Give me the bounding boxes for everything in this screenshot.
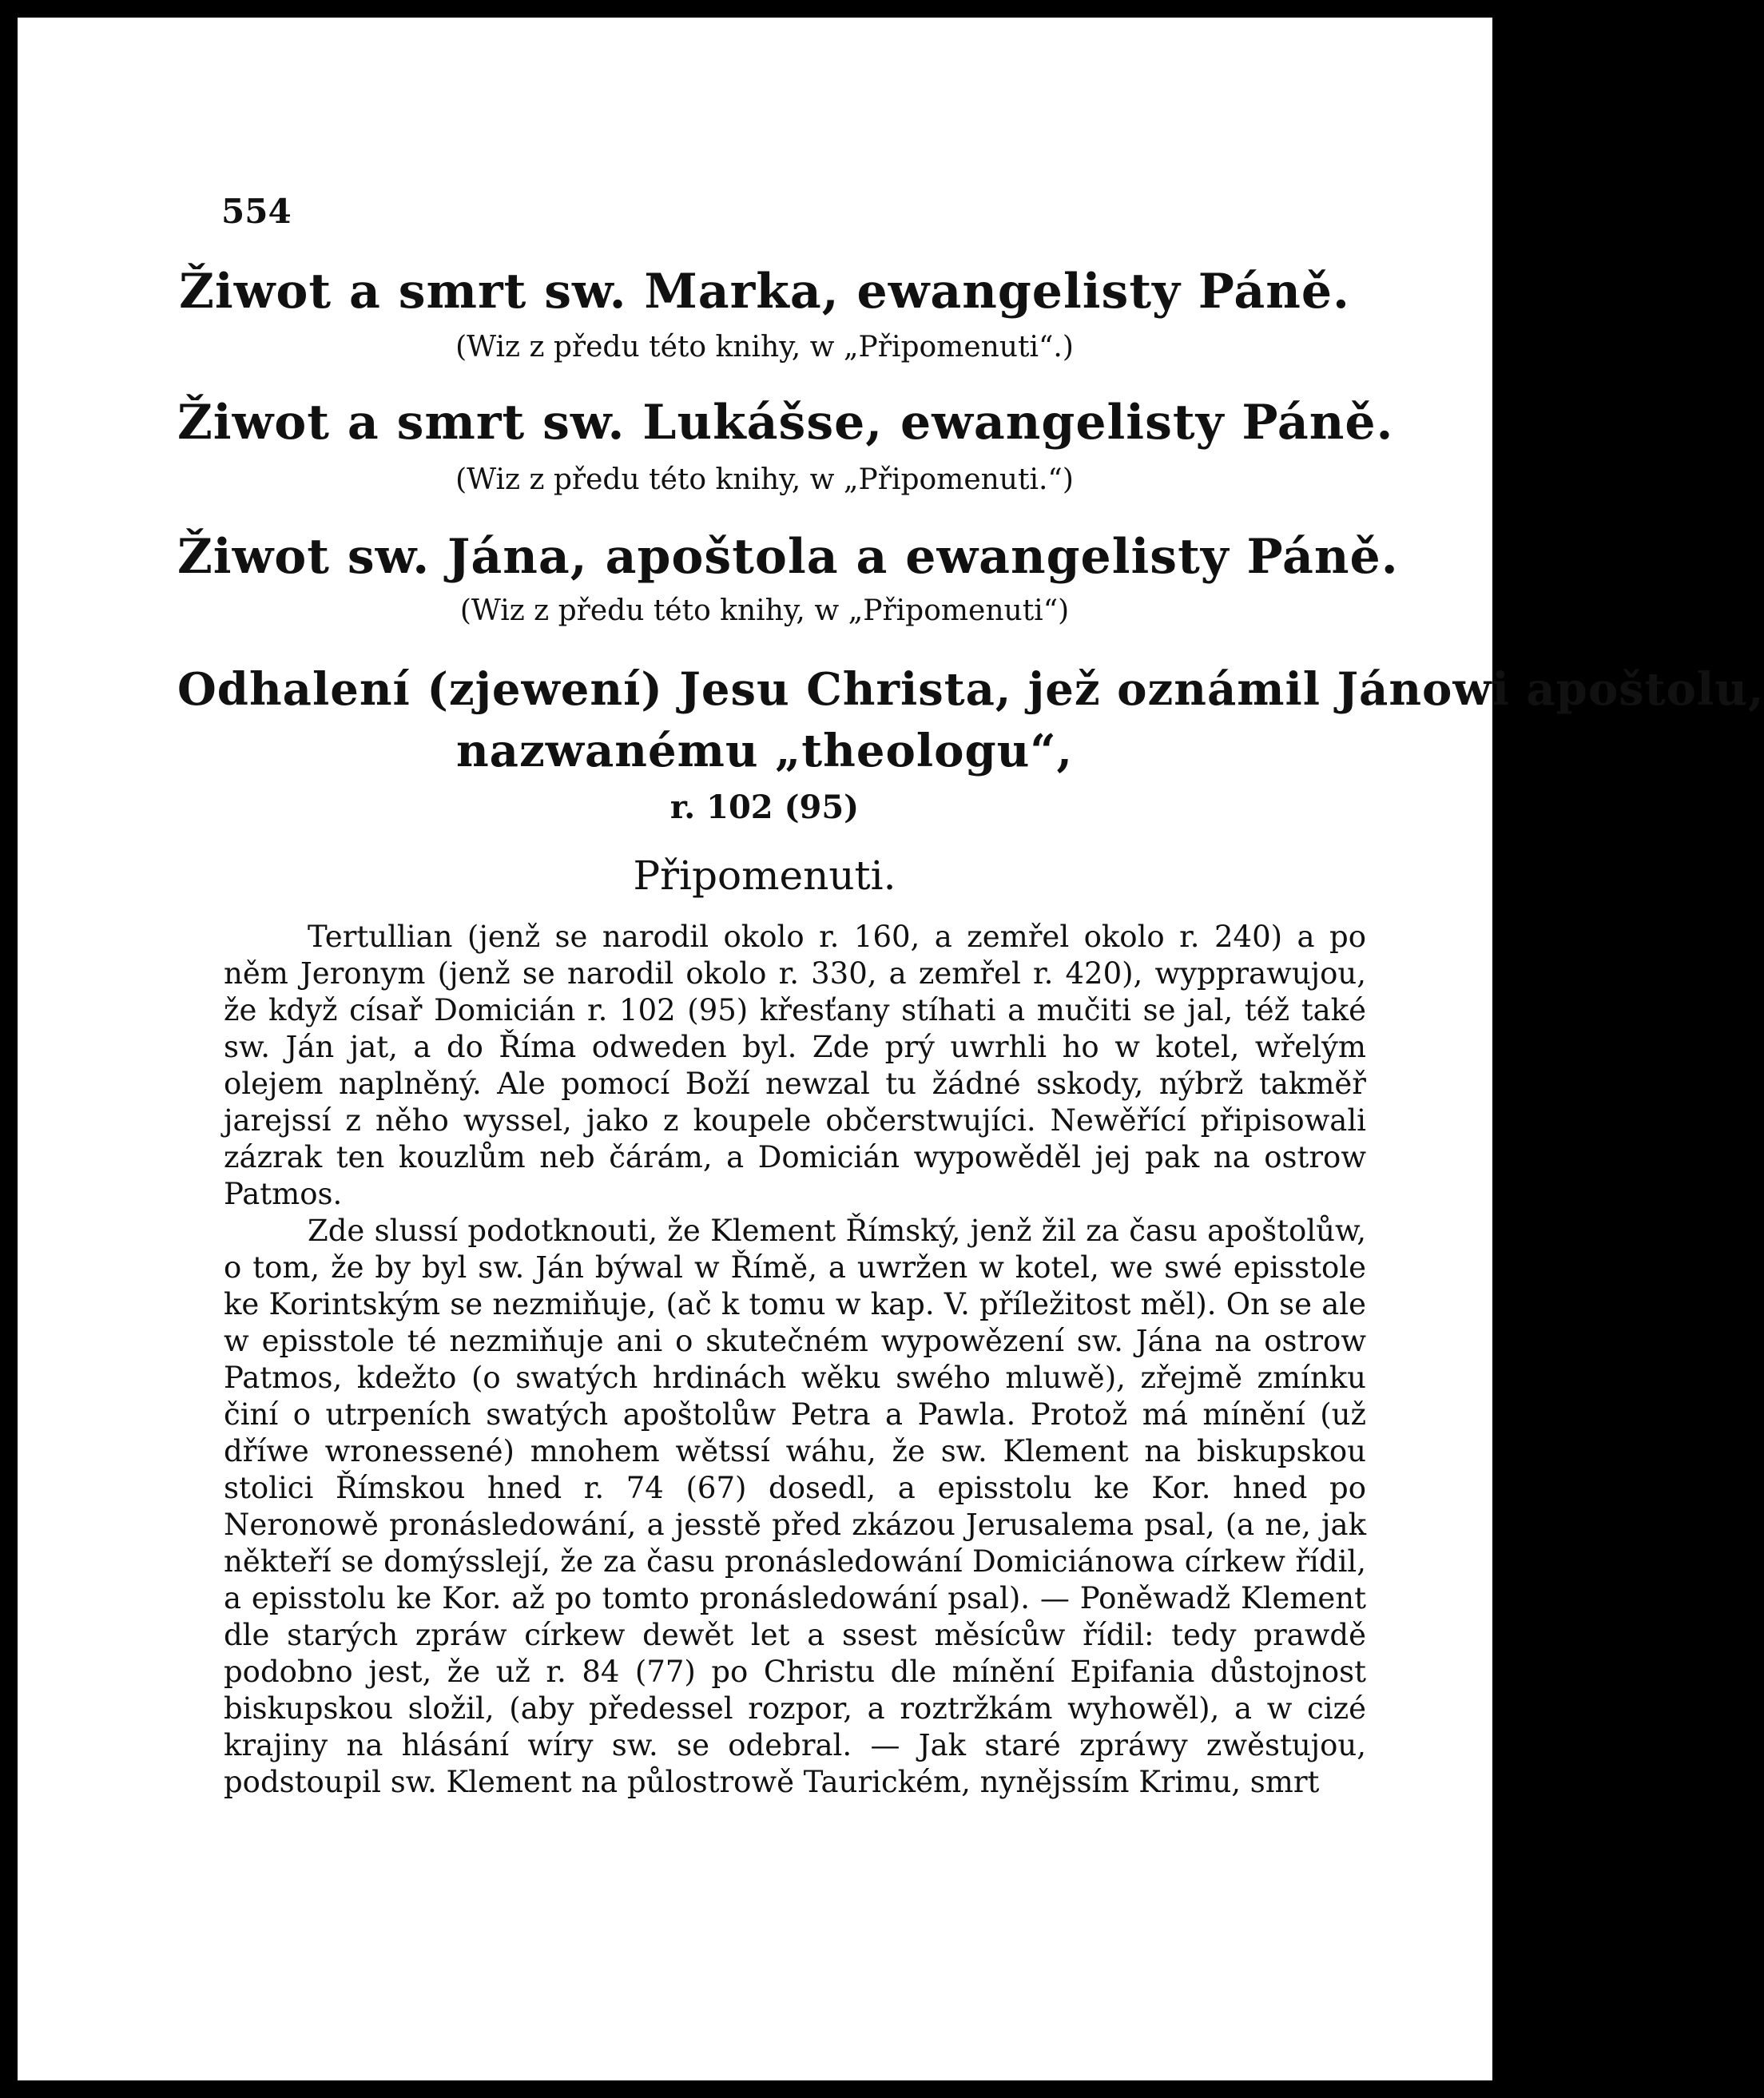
entry-note-lukas: (Wiz z předu této knihy, w „Připomenuti.“) — [455, 463, 1074, 496]
entry-note-mark: (Wiz z předu této knihy, w „Připomenuti“.) — [455, 331, 1074, 364]
main-heading-year: r. 102 (95) — [669, 789, 860, 826]
main-heading-line1: Odhalení (zjewení) Jesu Christa, jež oznámil Jánowi apoštolu, — [177, 663, 1764, 716]
paragraph: Tertullian (jenž se narodil okolo r. 160, a zemřel okolo r. 240) a po něm Jeronym (jenž se narodil okolo r. 330, a zemřel r. 420), wypprawujou, že když císař Domicián r. 102 (95) křesťany stíhati a mučiti se jal, též také sw. Ján jat, a do Říma odweden byl. Zde prý uwrhli ho w kotel, wřelým olejem naplněný. Ale pomocí Boží newzal tu žádné sskody, nýbrž takměř jarejssí z něho wyssel, jako z koupele občerstwujíci. Newěřící připisowali zázrak ten kouzlům neb čárám, a Domicián wypowěděl jej pak na ostrow Patmos. — [224, 920, 1366, 1211]
paragraph: Zde slussí podotknouti, že Klement Římský, jenž žil za času apoštolůw, o tom, že by byl sw. Ján býwal w Římě, a uwržen w kotel, we swé episstole ke Korintským se nezmiňuje, (ač k tomu w kap. V. příležitost měl). On se ale w episstole té nezmiňuje ani o skutečném wypowězení sw. Jána na ostrow Patmos, kdežto (o swatých hrdinách wěku swého mluwě), zřejmě zmínku činí o utrpeních swatých apoštolůw Petra a Pawla. Protož má mínění (už dříwe wronessené) mnohem wětssí wáhu, že sw. Klement na biskupskou stolici Římskou hned r. 74 (67) dosedl, a episstolu ke Kor. hned po Neronowě pronásledowání, a jesstě před zkázou Jerusalema psal, (a ne, jak někteří se domýsslejí, že za času pronásledowání Domiciánowa církew řídil, a episstolu ke Kor. až po tomto pronásledowání psal). — Poněwadž Klement dle starých zpráw církew dewět let a ssest měsícůw řídil: tedy prawdě podobno jest, že už r. 84 (77) po Christu dle mínění Epifania důstojnost biskupskou složil, (aby předessel rozpor, a roztržkám wyhowěl), a w cizé krajiny na hlásání wíry sw. se odebral. — Jak staré zpráwy zwěstujou, podstoupil sw. Klement na půlostrowě Taurickém, nynějssím Krimu, smrt — [224, 1214, 1366, 1799]
section-title: Připomenuti. — [633, 852, 896, 899]
body-text — [224, 919, 1366, 1801]
entry-title-mark: Žiwot a smrt sw. Marka, ewangelisty Páně. — [179, 264, 1350, 320]
page-number: 554 — [221, 192, 292, 231]
book-page — [18, 18, 1764, 2080]
entry-title-jan: Žiwot sw. Jána, apoštola a ewangelisty Páně. — [177, 529, 1399, 585]
entry-note-jan: (Wiz z předu této knihy, w „Připomenuti“) — [459, 594, 1070, 627]
entry-title-lukas: Žiwot a smrt sw. Lukášse, ewangelisty Páně. — [177, 395, 1394, 451]
main-heading-line2: nazwanému „theologu“, — [455, 725, 1074, 777]
